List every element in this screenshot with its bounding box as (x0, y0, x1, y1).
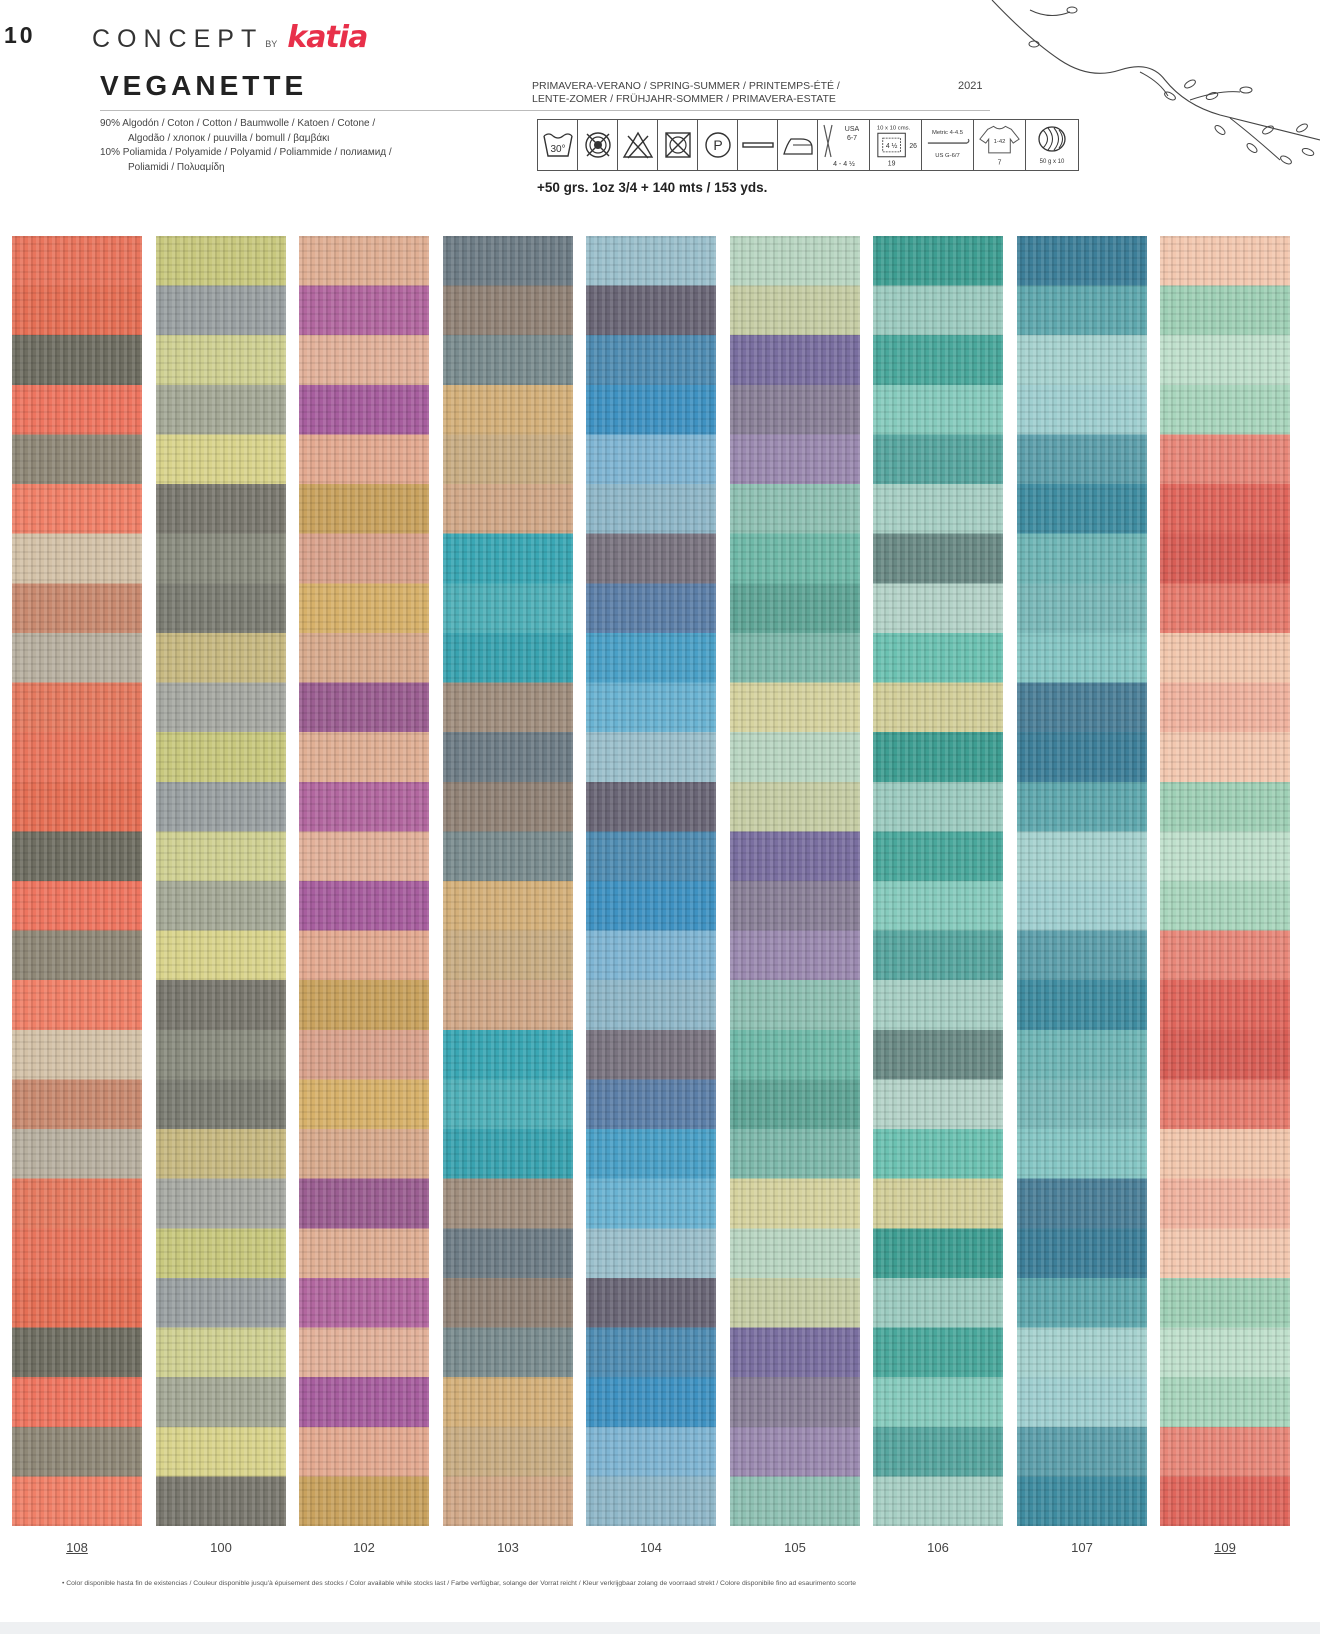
yarn-swatch-107 (1017, 236, 1147, 1526)
needles-usa-size-text: 6-7 (846, 135, 857, 142)
gauge-right-text: 26 (909, 142, 917, 150)
composition-line: 10% Poliamida / Polyamide / Polyamid / Poliammide / полиамид / (100, 147, 392, 158)
yarn-swatch-103 (443, 236, 573, 1526)
composition-line: Algodão / хлопок / puuvilla / bomull / βαμβάκι (128, 132, 330, 144)
page-number: 10 (4, 22, 36, 48)
brand-by: BY (265, 39, 278, 49)
wash-temp-text: 30° (549, 144, 566, 155)
swatch-label-109: 109 (1214, 1540, 1236, 1555)
yarn-swatch-105 (730, 236, 860, 1526)
sizes-text: 1-42 (993, 139, 1006, 146)
katia-logo: katia (287, 20, 368, 55)
needles-mm-text: 4 - 4 ½ (832, 161, 855, 168)
yarn-swatch-102 (299, 236, 429, 1526)
no-tumble-dry-icon (578, 120, 618, 170)
weight-length-info: +50 grs. 1oz 3/4 + 140 mts / 153 yds. (537, 180, 768, 195)
svg-text:P: P (712, 137, 723, 153)
season-line: PRIMAVERA-VERANO / SPRING-SUMMER / PRINTEMPS-ÉTÉ / (532, 80, 840, 92)
no-bleach-icon (618, 120, 658, 170)
ball-info-text: 50 g x 10 (1039, 159, 1065, 165)
composition (100, 117, 500, 175)
dry-flat-icon (738, 120, 778, 170)
needles-usa-text: USA (844, 126, 859, 133)
season-text (532, 80, 840, 106)
swatch-label-105: 105 (784, 1540, 806, 1555)
yarn-swatch-104 (586, 236, 716, 1526)
brand-concept: CONCEPT (92, 25, 264, 53)
gauge-square-icon (870, 120, 922, 170)
swatch-label-104: 104 (640, 1540, 662, 1555)
year: 2021 (958, 80, 983, 92)
yarn-swatch-108 (12, 236, 142, 1526)
composition-line: 90% Algodón / Coton / Cotton / Baumwolle / Katoen / Cotone / (100, 118, 376, 129)
swatch-row (12, 236, 1290, 1526)
crochet-hook-icon (922, 120, 974, 170)
bottom-band (0, 1622, 1320, 1634)
branch-illustration (990, 0, 1320, 200)
season-line: LENTE-ZOMER / FRÜHJAHR-SOMMER / PRIMAVERA-ESTATE (532, 93, 836, 105)
swatch-label-103: 103 (497, 1540, 519, 1555)
gauge-center-text: 4 ½ (885, 142, 898, 150)
yarn-swatch-106 (873, 236, 1003, 1526)
title-divider (100, 110, 990, 111)
no-dryer-icon (658, 120, 698, 170)
sizes-number-text: 7 (997, 159, 1002, 167)
swatch-label-102: 102 (353, 1540, 375, 1555)
gauge-bottom-text: 19 (887, 160, 896, 168)
yarn-swatch-109 (1160, 236, 1290, 1526)
professional-cleaning-p-icon (698, 120, 738, 170)
product-name: VEGANETTE (100, 70, 308, 101)
swatch-label-100: 100 (210, 1540, 232, 1555)
swatch-label-107: 107 (1071, 1540, 1093, 1555)
gauge-title-text: 10 x 10 cms. (876, 125, 911, 132)
knitting-needles-icon (818, 120, 870, 170)
wash-30-icon (538, 120, 578, 170)
swatch-label-108: 108 (66, 1540, 88, 1555)
iron-icon (778, 120, 818, 170)
crochet-metric-text: Metric 4-4.5 (931, 130, 964, 137)
crochet-us-text: US G-6/7 (935, 152, 960, 159)
availability-footnote: • Color disponible hasta fin de existencias / Couleur disponible jusqu'à épuisement des stocks / Color available while stocks last / Farbe verfügbar, solange der Vorrat reicht / Kleur verkrijgbaar zolang de voorraad strekt / Colore disponibile fino ad esaurimento scorte (62, 1580, 857, 1587)
composition-line: Poliamidi / Πολυαμίδη (128, 161, 225, 173)
yarn-swatch-100 (156, 236, 286, 1526)
swatch-label-106: 106 (927, 1540, 949, 1555)
brand-line (92, 20, 367, 55)
